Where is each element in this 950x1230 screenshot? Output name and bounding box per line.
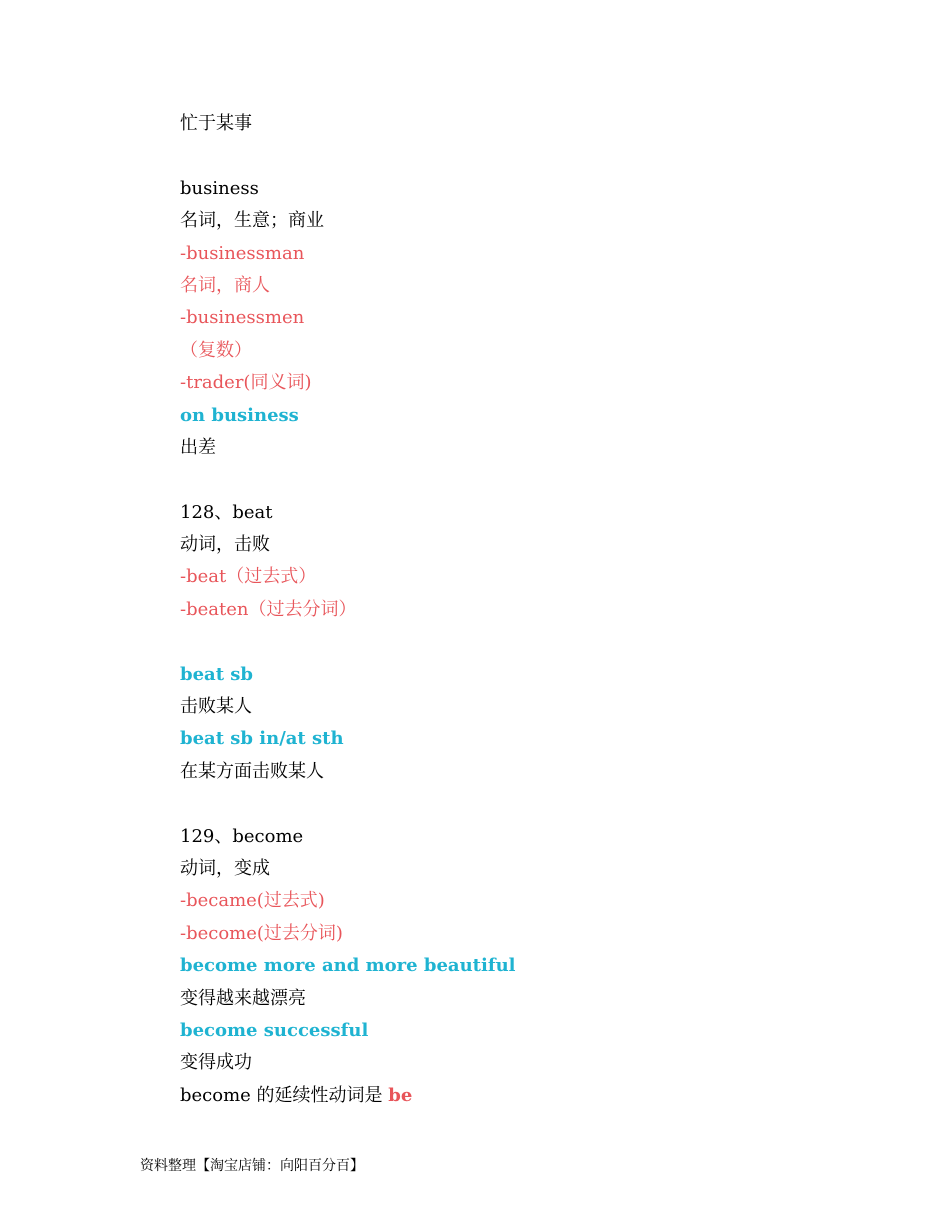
phrase-line: become successful xyxy=(180,1019,369,1041)
past-tense-line: -became(过去式) xyxy=(180,890,325,912)
blank-line xyxy=(180,626,880,658)
derived-definition: 名词，商人 xyxy=(180,274,270,296)
derived-form: -businessman xyxy=(180,242,305,264)
synonym-line: -trader(同义词) xyxy=(180,372,312,394)
footer-source-note: 资料整理【淘宝店铺：向阳百分百】 xyxy=(140,1158,364,1174)
phrase-meaning: 变得成功 xyxy=(180,1052,252,1074)
past-tense-line: -beat（过去式） xyxy=(180,566,317,588)
note-prefix: become 的延续性动词是 xyxy=(180,1084,389,1106)
definition-line: 名词，生意；商业 xyxy=(180,210,324,232)
blank-line xyxy=(180,464,880,496)
past-participle-line: -beaten（过去分词） xyxy=(180,598,357,620)
phrase-line: on business xyxy=(180,404,299,426)
continuous-verb-note xyxy=(180,1080,880,1112)
phrase-line: become more and more beautiful xyxy=(180,955,516,977)
phrase-meaning: 在某方面击败某人 xyxy=(180,760,324,782)
phrase-line: beat sb xyxy=(180,663,254,685)
phrase-meaning: 出差 xyxy=(180,436,216,458)
definition-line: 动词，变成 xyxy=(180,857,270,879)
headword-business: business xyxy=(180,177,259,199)
derived-form: -businessmen xyxy=(180,307,305,329)
phrase-meaning: 变得越来越漂亮 xyxy=(180,987,306,1009)
blank-line xyxy=(180,788,880,820)
definition-line: 动词，击败 xyxy=(180,534,270,556)
derived-note: （复数） xyxy=(180,339,252,361)
past-participle-line: -become(过去分词) xyxy=(180,922,343,944)
text-line: 忙于某事 xyxy=(180,113,252,134)
note-highlight: be xyxy=(388,1084,413,1106)
blank-line xyxy=(180,140,880,172)
phrase-line: beat sb in/at sth xyxy=(180,728,344,750)
headword-become: 129、become xyxy=(180,825,304,847)
vocabulary-content xyxy=(180,108,880,1112)
headword-beat: 128、beat xyxy=(180,501,273,523)
phrase-meaning: 击败某人 xyxy=(180,696,252,718)
